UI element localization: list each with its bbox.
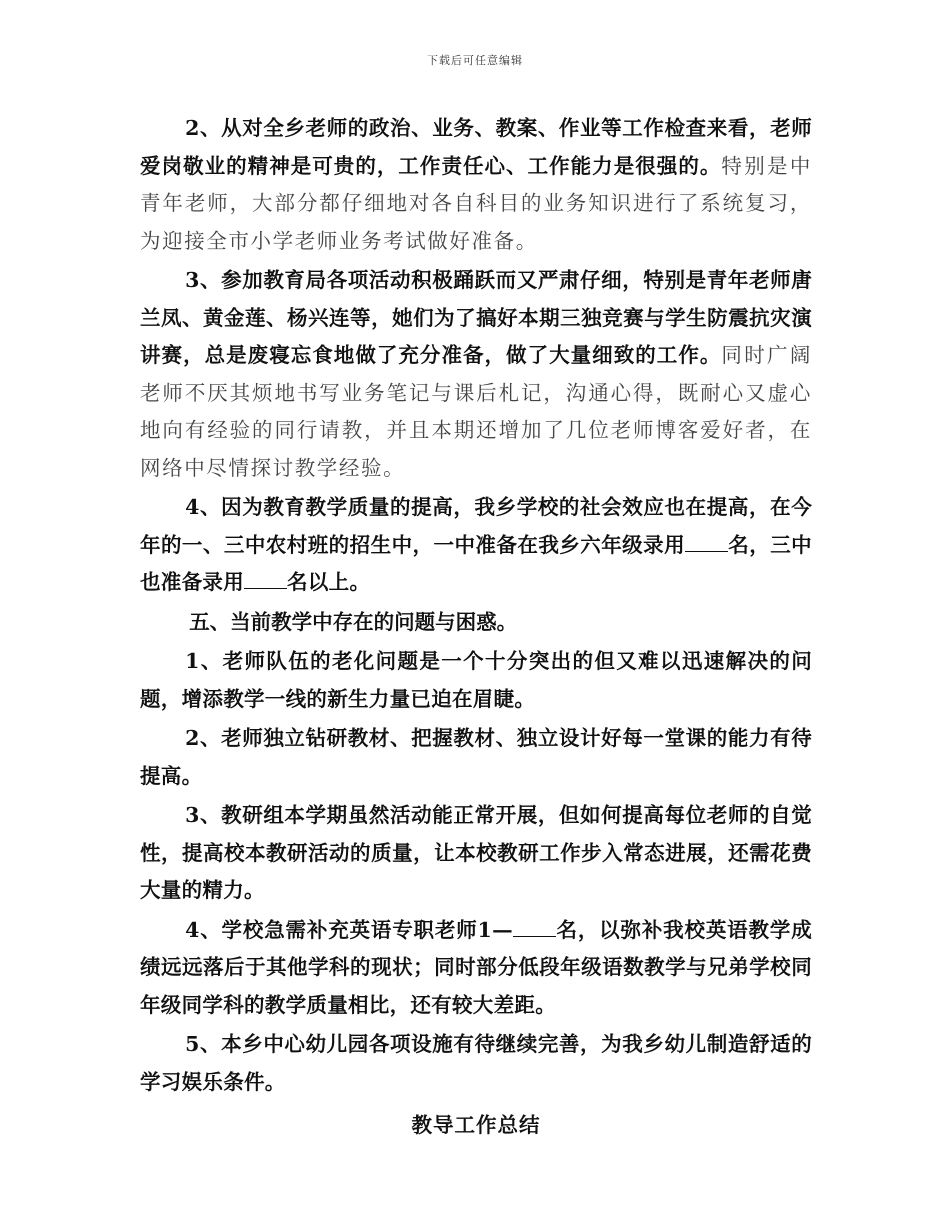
problem-2: 2、老师独立钻研教材、把握教材、独立设计好每一堂课的能力有待提高。 xyxy=(140,726,812,788)
paragraph-3-normal: 同时广阔老师不厌其烦地书写业务笔记与课后札记，沟通心得，既耐心又虚心地向有经验的同行请教，并且本期还增加了几位老师博客爱好者，在网络中尽情探讨教学经验。 xyxy=(140,343,812,480)
paragraph-2-bold: 2、从对全乡老师的政治、业务、教案、作业等工作检查来看，老师爱岗敬业的精神是可贵的，工作责任心、工作能力是很强的。 xyxy=(140,116,812,178)
paragraph-4-part1: 4、因为教育教学质量的提高，我乡学校的社会效应也在提高，在今年的一、三中农村班的招生中，一中准备在我乡六年级录用 xyxy=(140,495,812,557)
paragraph-2-normal: 特别是中青年老师，大部分都仔细地对各自科目的业务知识进行了系统复习，为迎接全市小学老师业务考试做好准备。 xyxy=(140,153,812,253)
problem-4 xyxy=(140,912,812,1025)
blank-underline xyxy=(513,917,556,936)
document-body xyxy=(140,110,812,1145)
paragraph-3-bold: 3、参加教育局各项活动积极踊跃而又严肃仔细，特别是青年老师唐兰凤、黄金莲、杨兴连等，她们为了搞好本期三独竞赛与学生防震抗灾演讲赛，总是废寝忘食地做了充分准备，做了大量细致的工作。 xyxy=(140,268,812,367)
paragraph-4-part2: 名，三中也准备录用 xyxy=(140,532,812,594)
problem-4-part2: 名，以弥补我校英语教学成绩远远落后于其他学科的现状；同时部分低段年级语数教学与兄弟学校同年级同学科的教学质量相比，还有较大差距。 xyxy=(140,917,812,1017)
paragraph-2 xyxy=(140,110,812,260)
problem-4-part1: 4、学校急需补充英语专职老师1— xyxy=(185,917,513,942)
problem-5: 5、本乡中心幼儿园各项设施有待继续完善，为我乡幼儿制造舒适的学习娱乐条件。 xyxy=(140,1032,812,1094)
blank-underline xyxy=(685,532,728,551)
paragraph-3 xyxy=(140,262,812,487)
problem-1: 1、老师队伍的老化问题是一个十分突出的但又难以迅速解决的问题，增添教学一线的新生力量已迫在眉睫。 xyxy=(140,649,812,711)
document-title: 教导工作总结 xyxy=(411,1113,541,1137)
paragraph-4 xyxy=(140,489,812,602)
blank-underline xyxy=(244,570,287,589)
page-header: 下载后可任意编辑 xyxy=(427,54,523,67)
problem-3: 3、教研组本学期虽然活动能正常开展，但如何提高每位老师的自觉性，提高校本教研活动的质量，让本校教研工作步入常态进展，还需花费大量的精力。 xyxy=(140,803,812,902)
section-5-heading: 五、当前教学中存在的问题与困惑。 xyxy=(189,609,518,634)
paragraph-4-part3: 名以上。 xyxy=(287,570,371,594)
